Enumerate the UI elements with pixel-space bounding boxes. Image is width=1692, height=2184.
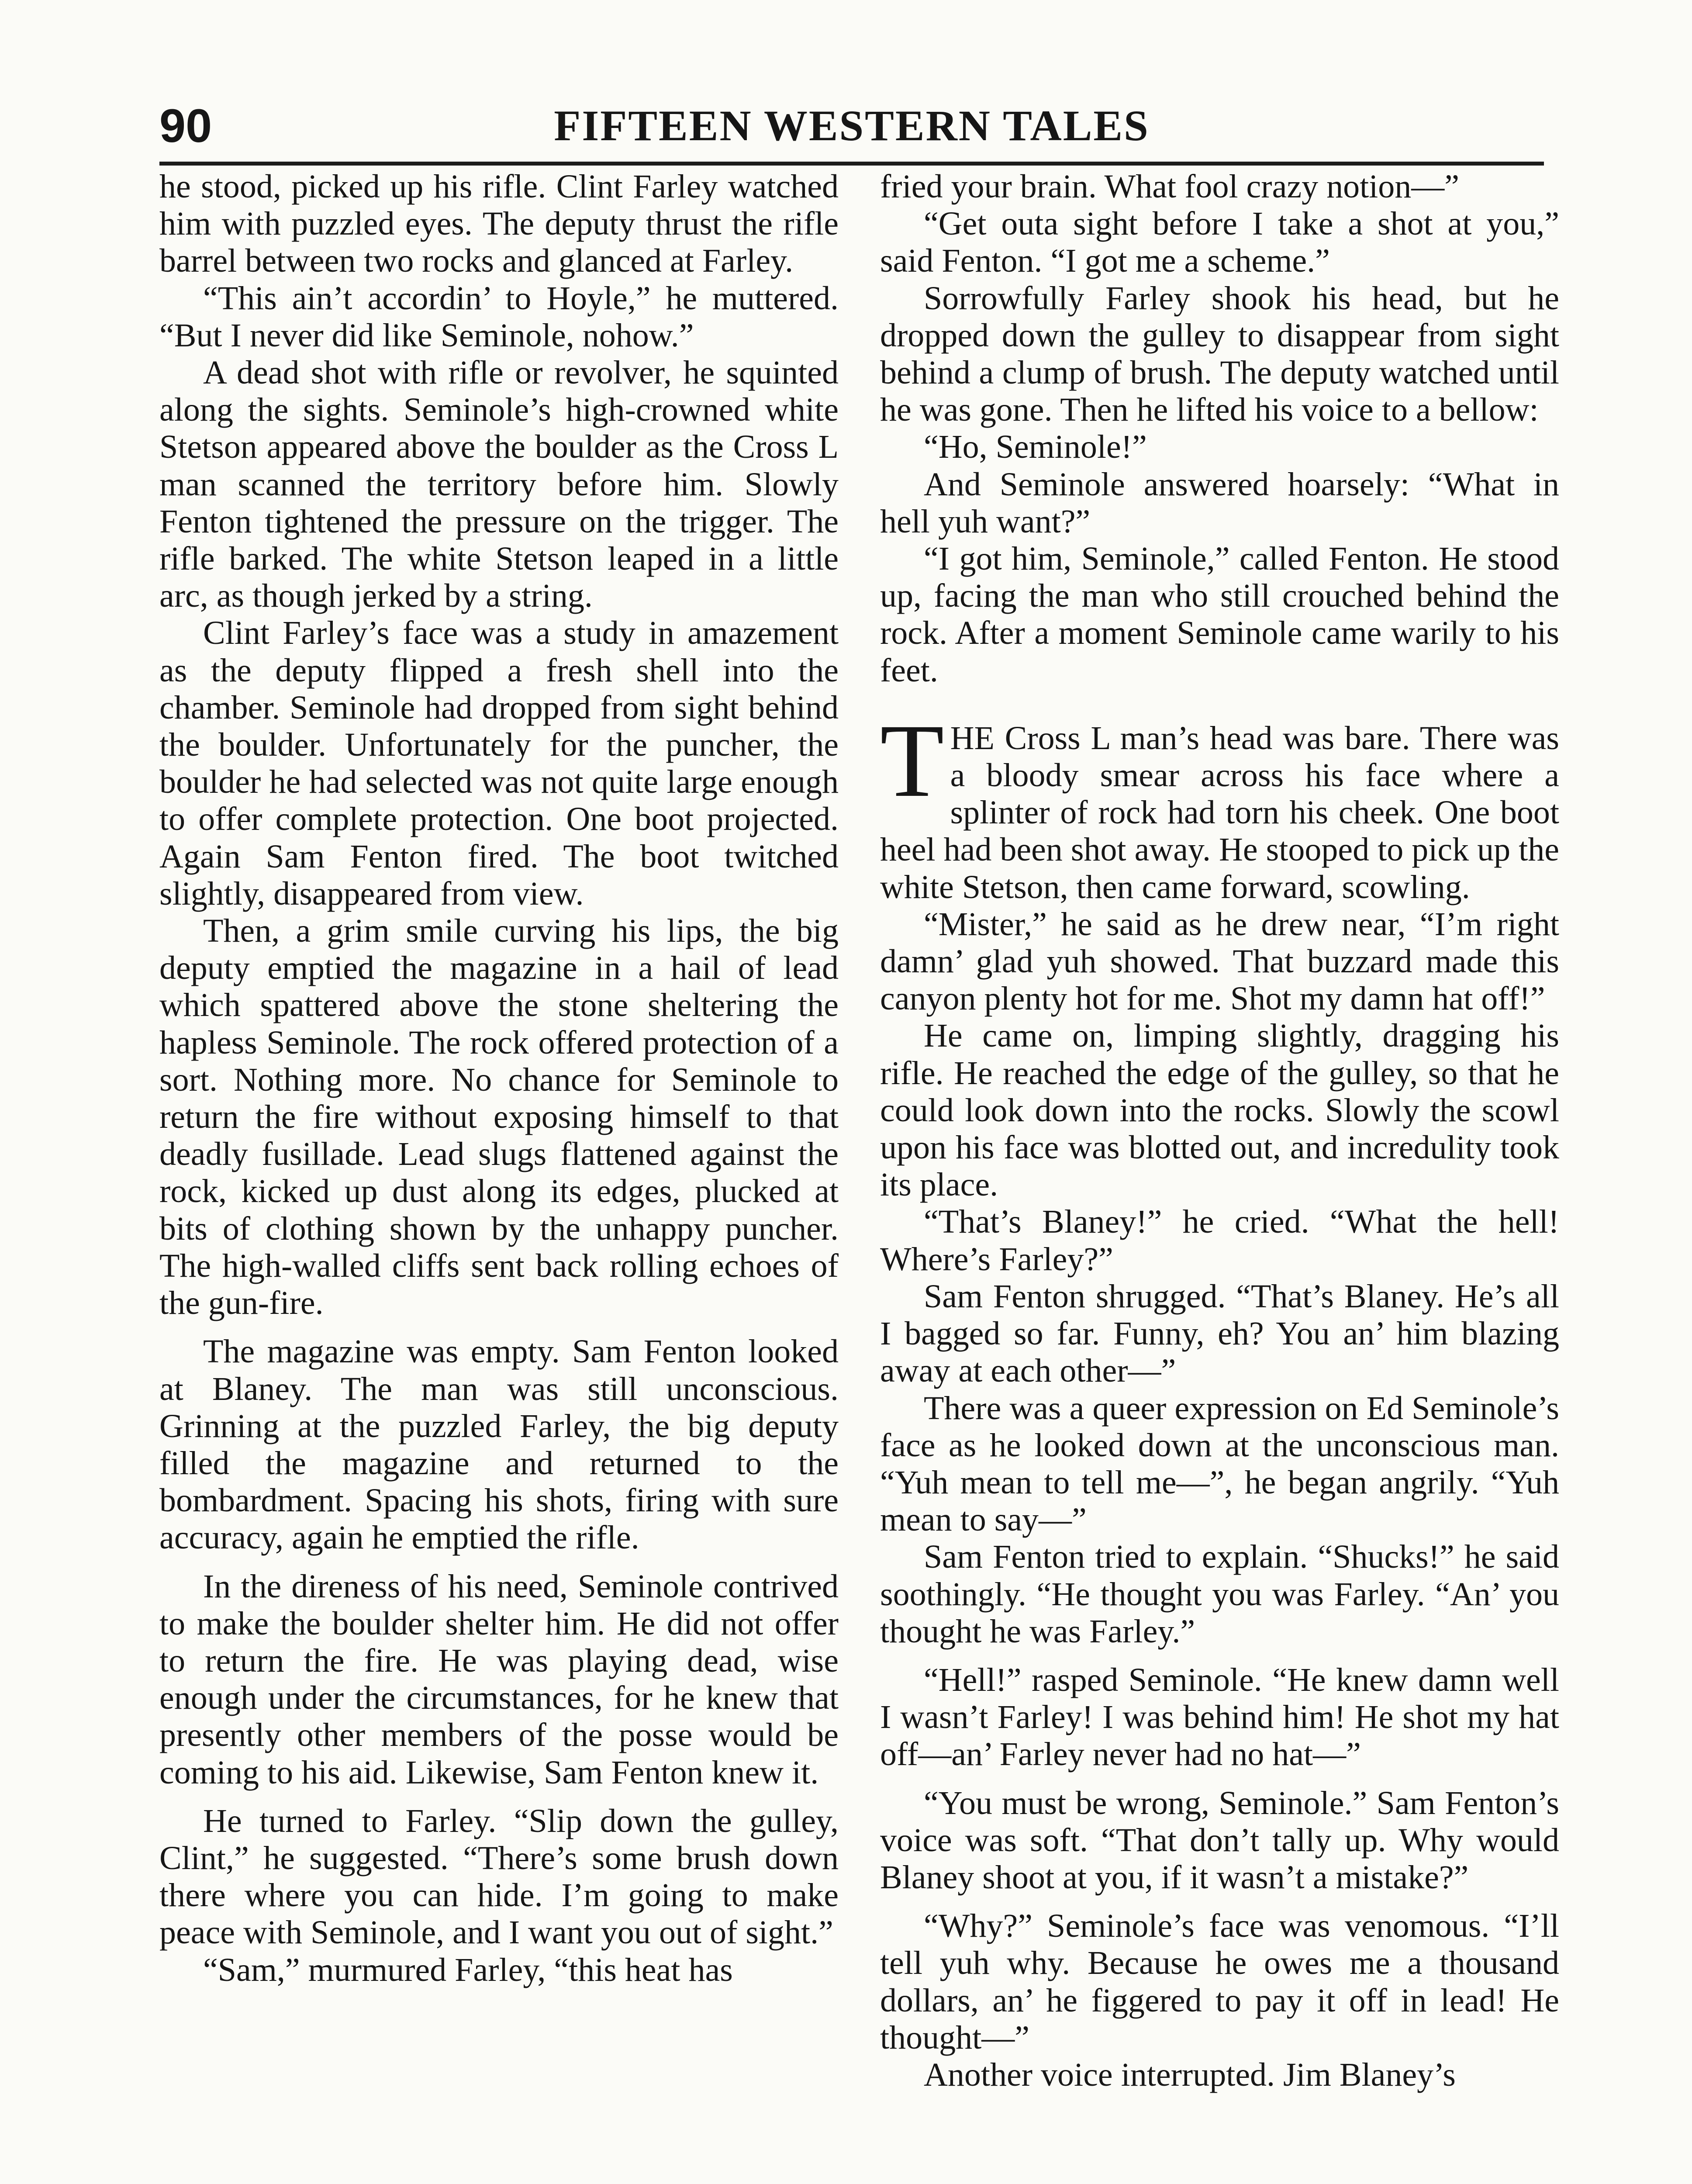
paragraph: “I got him, Seminole,” called Fenton. He stood up, facing the man who still crouched behind the rock. After a moment Seminole came warily to his feet. [880, 540, 1559, 689]
paragraph: Then, a grim smile curving his lips, the big deputy emptied the magazine in a hail of lead which spattered above the stone sheltering the hapless Seminole. The rock offered protection of a sort. Nothing more. No chance for Seminole to return the fire without exposing himself to that deadly fusillade. Lead slugs flattened against the rock, kicked up dust along its edges, plucked at bits of clothing shown by the unhappy puncher. The high-walled cliffs sent back rolling echoes of the gun-fire. [159, 912, 839, 1322]
paragraph: Another voice interrupted. Jim Blaney’s [924, 2056, 1456, 2093]
drop-cap: T [880, 702, 944, 819]
paragraph: The magazine was empty. Sam Fenton looked at Blaney. The man was still unconscious. Grinning at the puzzled Farley, the big deputy filled the magazine and returned to the bombardment. Spacing his shots, firing with sure accuracy, again he emptied the rifle. [159, 1333, 839, 1556]
paragraph: “Hell!” rasped Seminole. “He knew damn well I wasn’t Farley! I was behind him! He shot my hat off—an’ Farley never had no hat—” [880, 1661, 1559, 1773]
left-column [159, 168, 839, 1989]
paragraph: “Sam,” murmured Farley, “this heat has [203, 1951, 733, 1988]
paragraph: He came on, limping slightly, dragging his rifle. He reached the edge of the gulley, so that he could look down into the rocks. Slowly the scowl upon his face was blotted out, and incredulity took its place. [880, 1017, 1559, 1203]
paragraph: he stood, picked up his rifle. Clint Farley watched him with puzzled eyes. The deputy thrust the rifle barrel between two rocks and glanced at Farley. [159, 168, 839, 280]
paragraph: “Get outa sight before I take a shot at you,” said Fenton. “I got me a scheme.” [880, 205, 1559, 280]
paragraph: Sorrowfully Farley shook his head, but he dropped down the gulley to disappear from sight behind a clump of brush. The deputy watched until he was gone. Then he lifted his voice to a bellow: [880, 280, 1559, 429]
paragraph: “Why?” Seminole’s face was venomous. “I’ll tell yuh why. Because he owes me a thousand dollars, an’ he figgered to pay it off in lead! He thought—” [880, 1908, 1559, 2056]
running-title: FIFTEEN WESTERN TALES [554, 101, 1150, 150]
paragraph: “Mister,” he said as he drew near, “I’m right damn’ glad yuh showed. That buzzard made this canyon plenty hot for me. Shot my damn hat off!” [880, 905, 1559, 1017]
section-opening-paragraph [880, 702, 1559, 906]
paragraph: Sam Fenton tried to explain. “Shucks!” he said soothingly. “He thought you was Farley. “An’ you thought he was Farley.” [880, 1538, 1559, 1650]
page-number: 90 [159, 99, 212, 152]
paragraph: A dead shot with rifle or revolver, he squinted along the sights. Seminole’s high-crowned white Stetson appeared above the boulder as the Cross L man scanned the territory before him. Slowly Fenton tightened the pressure on the trigger. The rifle barked. The white Stetson leaped in a little arc, as though jerked by a string. [159, 354, 839, 615]
paragraph: And Seminole answered hoarsely: “What in hell yuh want?” [880, 466, 1559, 540]
paragraph: “You must be wrong, Seminole.” Sam Fenton’s voice was soft. “That don’t tally up. Why would Blaney shoot at you, if it wasn’t a mistake?” [880, 1784, 1559, 1896]
paragraph: fried your brain. What fool crazy notion—” [880, 168, 1460, 205]
page-header [159, 92, 1544, 166]
paragraph: He turned to Farley. “Slip down the gulley, Clint,” he suggested. “There’s some brush down there where you can hide. I’m going to make peace with Seminole, and I want you out of sight.” [159, 1802, 839, 1951]
paragraph: “That’s Blaney!” he cried. “What the hell! Where’s Farley?” [880, 1203, 1559, 1278]
right-column [880, 168, 1559, 2094]
paragraph: In the direness of his need, Seminole contrived to make the boulder shelter him. He did not offer to return the fire. He was playing dead, wise enough under the circumstances, for he knew that presently other members of the posse would be coming to his aid. Likewise, Sam Fenton knew it. [159, 1568, 839, 1791]
paragraph: “Ho, Seminole!” [924, 429, 1147, 466]
paragraph: Clint Farley’s face was a study in amazement as the deputy flipped a fresh shell into the chamber. Seminole had dropped from sight behind the boulder. Unfortunately for the puncher, the boulder he had selected was not quite large enough to offer complete protection. One boot projected. Again Sam Fenton fired. The boot twitched slightly, disappeared from view. [159, 615, 839, 912]
paragraph: Sam Fenton shrugged. “That’s Blaney. He’s all I bagged so far. Funny, eh? You an’ him blazing away at each other—” [880, 1278, 1559, 1389]
paragraph: There was a queer expression on Ed Seminole’s face as he looked down at the unconscious man. “Yuh mean to tell me—”, he began angrily. “Yuh mean to say—” [880, 1389, 1559, 1538]
section-opening-text: HE Cross L man’s head was bare. There was a bloody smear across his face where a splinter of rock had torn his cheek. One boot heel had been shot away. He stooped to pick up the white Stetson, then came forward, scowling. [880, 719, 1559, 905]
paragraph: “This ain’t accordin’ to Hoyle,” he muttered. “But I never did like Seminole, nohow.” [159, 280, 839, 354]
